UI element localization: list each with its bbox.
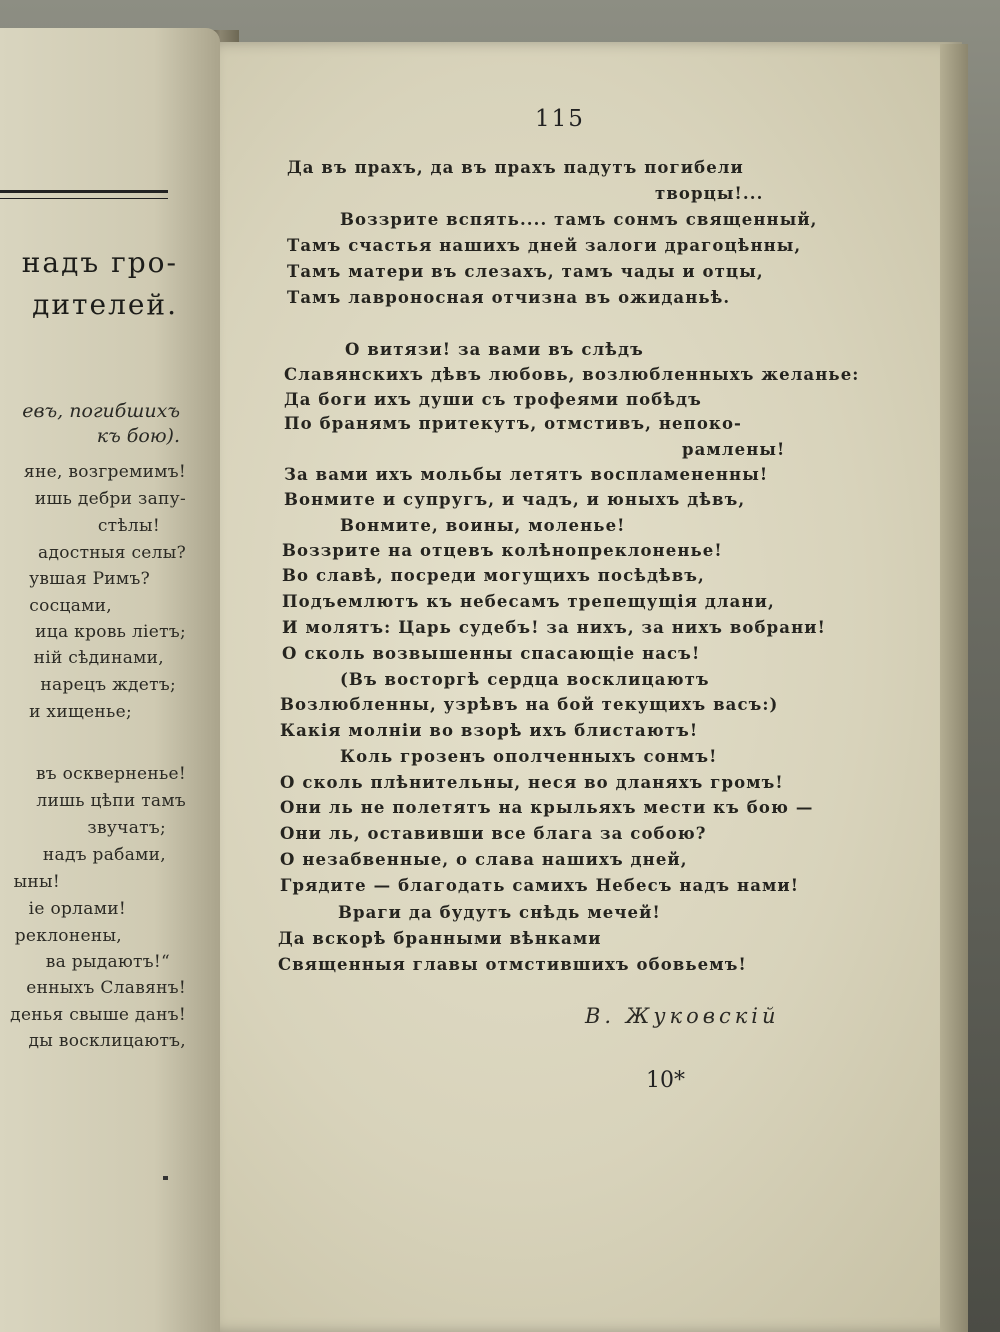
verse-line: О незабвенные, о слава нашихъ дней, [280, 850, 688, 869]
left-verse-line: и хищенье; [29, 702, 132, 722]
verse-line: Тамъ счастья нашихъ дней залоги драгоцѣнны, [287, 236, 802, 255]
verse-line: Какія молніи во взорѣ ихъ блистаютъ! [280, 721, 699, 740]
verse-line: Грядите — благодать самихъ Небесъ надъ нами! [280, 876, 800, 895]
verse-line: Священныя главы отмстившихъ обовьемъ! [278, 955, 747, 974]
verse-line: Во славѣ, посреди могущихъ посѣдѣвъ, [282, 566, 705, 585]
left-subtitle-line-2: къ бою). [96, 425, 180, 447]
double-rule-thin [0, 198, 168, 199]
left-subtitle-line-1: евъ, погибшихъ [22, 400, 180, 422]
left-verse-line: ыны! [13, 872, 60, 892]
ink-speck [163, 1176, 168, 1180]
verse-line: Вонмите, воины, моленье! [340, 516, 626, 535]
left-verse-line: ица кровь лiетъ; [35, 622, 186, 642]
author-signature: В. Жуковскій [585, 1004, 780, 1028]
verse-line: Да боги ихъ души съ трофеями побѣдъ [284, 390, 702, 409]
verse-line: Славянскихъ дѣвъ любовь, возлюбленныхъ желанье: [284, 365, 860, 384]
verse-line: О сколь плѣнительны, неся во дланяхъ громъ! [280, 773, 784, 792]
verse-line: творцы!... [655, 184, 764, 203]
page-edge [940, 44, 968, 1332]
verse-line: О витязи! за вами въ слѣдъ [345, 340, 644, 359]
signature-mark: 10* [646, 1068, 685, 1093]
left-verse-line: надъ рабами, [42, 845, 166, 865]
left-verse-line: ній сѣдинами, [33, 648, 164, 668]
verse-line: По бранямъ притекутъ, отмстивъ, непоко- [284, 414, 742, 433]
verse-line: За вами ихъ мольбы летятъ воспламененны! [284, 465, 769, 484]
verse-line: Возлюбленны, узрѣвъ на бой текущихъ васъ:) [280, 695, 779, 714]
verse-line: И молятъ: Царь судебъ! за нихъ, за нихъ вобрани! [282, 618, 826, 637]
verse-line: Тамъ лавроносная отчизна въ ожиданьѣ. [287, 288, 731, 307]
verse-line: рамлены! [682, 440, 786, 459]
double-rule-thick [0, 190, 168, 193]
left-heading-line-1: надъ гро- [21, 246, 178, 279]
verse-line: Воззрите на отцевъ колѣнопреклоненье! [282, 541, 723, 560]
left-verse-line: стѣлы! [97, 516, 160, 536]
left-verse-line: ишь дебри запу- [34, 489, 186, 509]
left-verse-line: ва рыдаютъ!“ [45, 952, 170, 972]
left-verse-line: реклонены, [14, 926, 122, 946]
left-verse-line: въ оскверненье! [35, 764, 186, 784]
left-verse-line: іе орлами! [28, 899, 126, 919]
verse-line: Они ль не полетятъ на крыльяхъ мести къ бою — [280, 798, 814, 817]
left-verse-line: лишь цѣпи тамъ [36, 791, 186, 811]
verse-line: Тамъ матери въ слезахъ, тамъ чады и отцы, [287, 262, 764, 281]
verse-line: Да вскорѣ бранными вѣнками [278, 929, 602, 948]
left-verse-line: звучатъ; [87, 818, 166, 838]
verse-line: Вонмите и супругъ, и чадъ, и юныхъ дѣвъ, [284, 490, 746, 509]
verse-line: Враги да будутъ снѣдь мечей! [338, 903, 661, 922]
left-page [0, 28, 220, 1332]
left-verse-line: сосцами, [29, 596, 112, 616]
verse-line: (Въ восторгѣ сердца восклицаютъ [340, 670, 710, 689]
left-verse-line: адостныя селы? [38, 543, 186, 563]
verse-line: О сколь возвышенны спасающіе насъ! [282, 644, 701, 663]
left-verse-line: увшая Римъ? [29, 569, 150, 589]
left-heading-line-2: дителей. [32, 288, 178, 321]
verse-line: Подъемлютъ къ небесамъ трепещущія длани, [282, 592, 775, 611]
left-verse-line: яне, возгремимъ! [23, 462, 186, 482]
page-number: 115 [535, 106, 585, 132]
verse-line: Воззрите вспять.... тамъ сонмъ священный, [340, 210, 818, 229]
left-verse-line: ды восклицаютъ, [28, 1031, 186, 1051]
verse-line: Коль грозенъ ополченныхъ сонмъ! [340, 747, 718, 766]
verse-line: Они ль, оставивши все блага за собою? [280, 824, 707, 843]
verse-line: Да въ прахъ, да въ прахъ падутъ погибели [287, 158, 744, 177]
left-verse-line: енныхъ Славянъ! [26, 978, 186, 998]
left-verse-line: нарецъ ждетъ; [40, 675, 176, 695]
left-verse-line: денья свыше данъ! [10, 1005, 186, 1025]
